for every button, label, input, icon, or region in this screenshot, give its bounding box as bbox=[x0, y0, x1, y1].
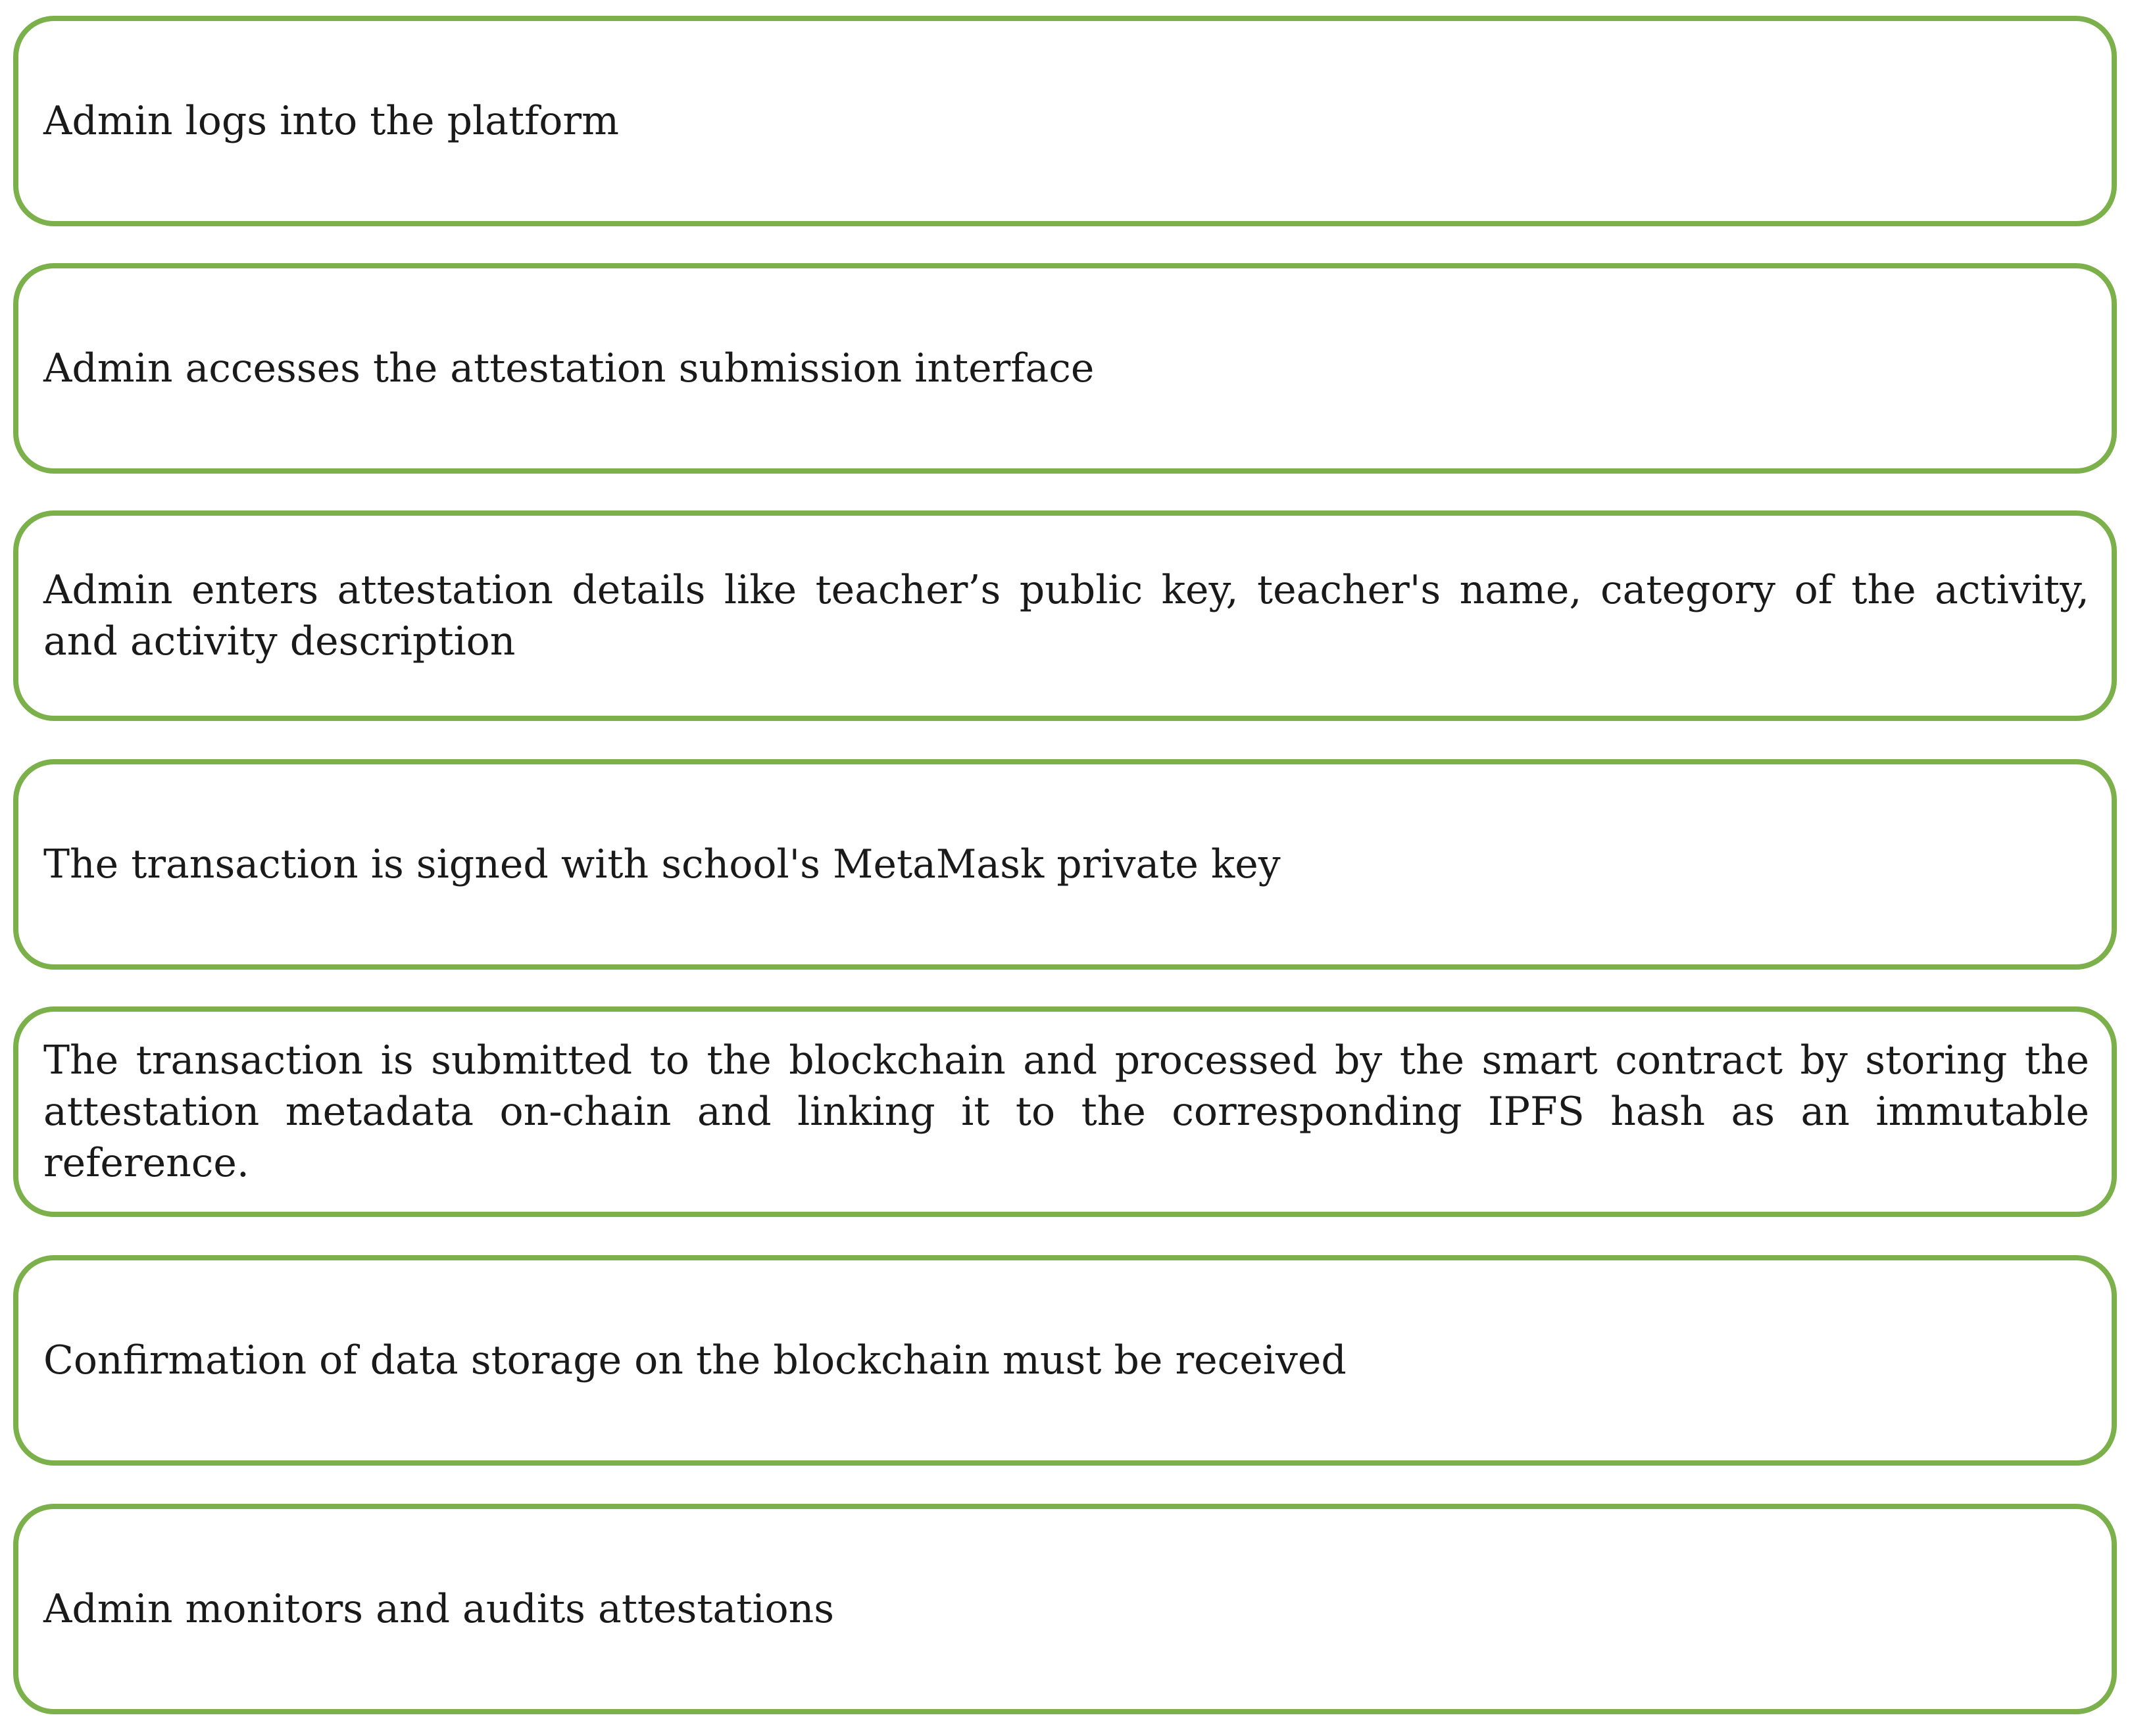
step-box-enter-details bbox=[13, 510, 2117, 721]
step-text: The transaction is signed with school's MetaMask private key bbox=[43, 841, 1281, 887]
step-box-access-interface bbox=[13, 263, 2117, 474]
step-text: Admin accesses the attestation submission interface bbox=[43, 345, 1095, 391]
step-text: Admin monitors and audits attestations bbox=[43, 1586, 835, 1632]
step-box-login bbox=[13, 16, 2117, 226]
step-text: Confirmation of data storage on the blockchain must be received bbox=[43, 1337, 1347, 1383]
step-box-monitor-audit bbox=[13, 1504, 2117, 1714]
step-text: The transaction is submitted to the blockchain and processed by the smart contract by storing the attestation metadata on-chain and linking it to the corresponding IPFS hash as an immutable reference. bbox=[43, 1037, 2089, 1186]
step-box-submit-blockchain bbox=[13, 1006, 2117, 1217]
step-text: Admin logs into the platform bbox=[43, 98, 619, 144]
step-box-sign-transaction bbox=[13, 759, 2117, 970]
step-text: Admin enters attestation details like teacher’s public key, teacher's name, category of the activity, and activity description bbox=[43, 567, 2089, 664]
step-box-confirmation bbox=[13, 1255, 2117, 1466]
